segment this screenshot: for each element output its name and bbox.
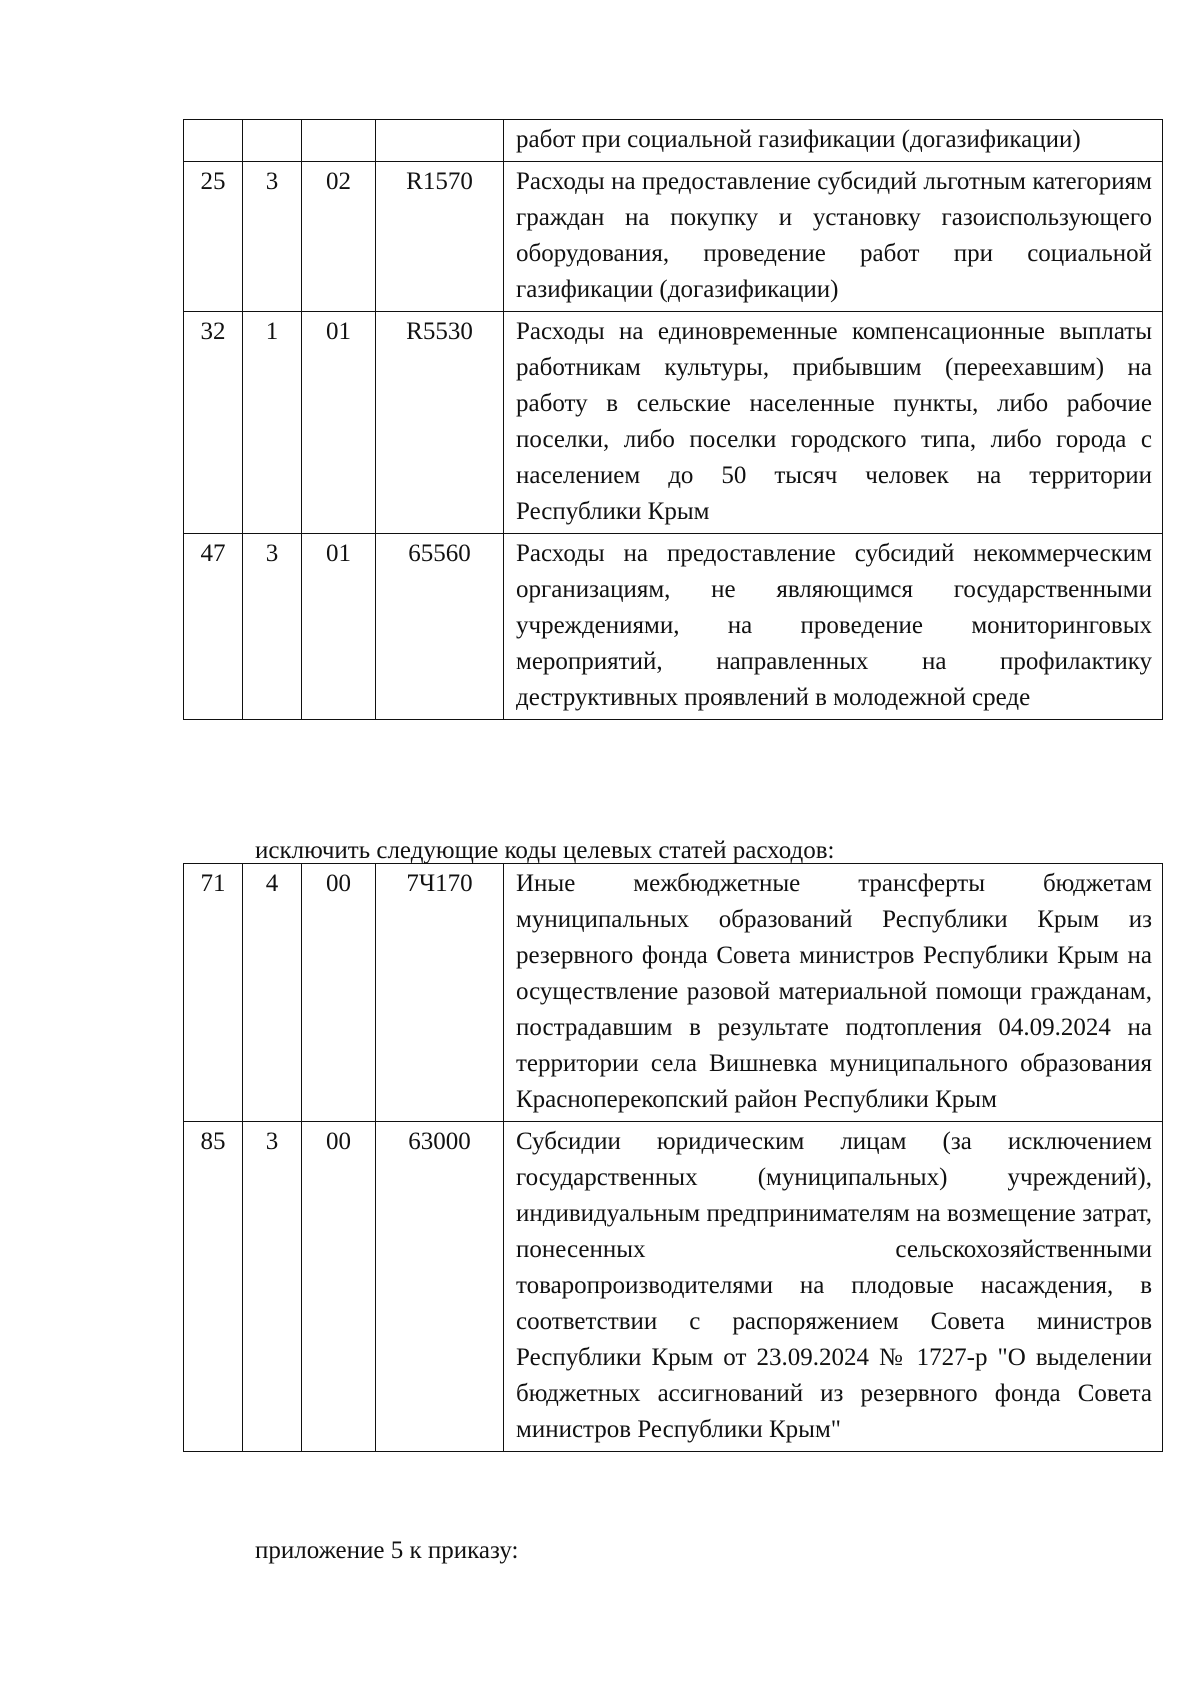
appendix-paragraph: приложение 5 к приказу:: [255, 1537, 519, 1564]
code-part-2: 3: [243, 162, 302, 312]
code-description: Субсидии юридическим лицам (за исключением государственных (муниципальных) учреждений), индивидуальным предпринимателям на возмещение затрат, понесенных сельскохозяйственными товаропроизводителями на плодовые насаждения, в соответствии с распоряжением Совета министров Республики Крым от 23.09.2024 № 1727-р "О выделении бюджетных ассигнований из резервного фонда Совета министров Республики Крым": [504, 1122, 1163, 1452]
table-row: [184, 864, 1163, 1122]
code-part-4: R5530: [376, 312, 504, 534]
exclude-codes-paragraph: исключить следующие коды целевых статей расходов:: [255, 837, 835, 864]
code-part-1: 47: [184, 534, 243, 720]
code-part-3: [302, 120, 376, 162]
code-part-4: 65560: [376, 534, 504, 720]
code-part-2: [243, 120, 302, 162]
code-part-3: 02: [302, 162, 376, 312]
code-part-1: 32: [184, 312, 243, 534]
target-codes-table-exclude: [183, 863, 1163, 1452]
code-part-3: 01: [302, 534, 376, 720]
code-part-1: 85: [184, 1122, 243, 1452]
code-part-2: 4: [243, 864, 302, 1122]
table-row: [184, 312, 1163, 534]
code-part-1: 71: [184, 864, 243, 1122]
code-part-3: 01: [302, 312, 376, 534]
table-row: [184, 534, 1163, 720]
code-part-4: R1570: [376, 162, 504, 312]
code-description: работ при социальной газификации (догазификации): [504, 120, 1163, 162]
code-part-2: 3: [243, 534, 302, 720]
code-part-3: 00: [302, 1122, 376, 1452]
code-part-3: 00: [302, 864, 376, 1122]
code-part-4: 63000: [376, 1122, 504, 1452]
code-part-1: 25: [184, 162, 243, 312]
table-row: [184, 1122, 1163, 1452]
code-part-4: [376, 120, 504, 162]
code-part-4: 7Ч170: [376, 864, 504, 1122]
code-description: Расходы на предоставление субсидий некоммерческим организациям, не являющимся государственными учреждениями, на проведение мониторинговых мероприятий, направленных на профилактику деструктивных проявлений в молодежной среде: [504, 534, 1163, 720]
code-description: Иные межбюджетные трансферты бюджетам муниципальных образований Республики Крым из резервного фонда Совета министров Республики Крым на осуществление разовой материальной помощи гражданам, пострадавшим в результате подтопления 04.09.2024 на территории села Вишневка муниципального образования Красноперекопский район Республики Крым: [504, 864, 1163, 1122]
table-row: [184, 162, 1163, 312]
code-description: Расходы на единовременные компенсационные выплаты работникам культуры, прибывшим (переехавшим) на работу в сельские населенные пункты, либо рабочие поселки, либо поселки городского типа, либо города с населением до 50 тысяч человек на территории Республики Крым: [504, 312, 1163, 534]
target-codes-table-add: [183, 119, 1163, 720]
table-row: [184, 120, 1163, 162]
code-part-1: [184, 120, 243, 162]
code-description: Расходы на предоставление субсидий льготным категориям граждан на покупку и установку газоиспользующего оборудования, проведение работ при социальной газификации (догазификации): [504, 162, 1163, 312]
code-part-2: 3: [243, 1122, 302, 1452]
code-part-2: 1: [243, 312, 302, 534]
